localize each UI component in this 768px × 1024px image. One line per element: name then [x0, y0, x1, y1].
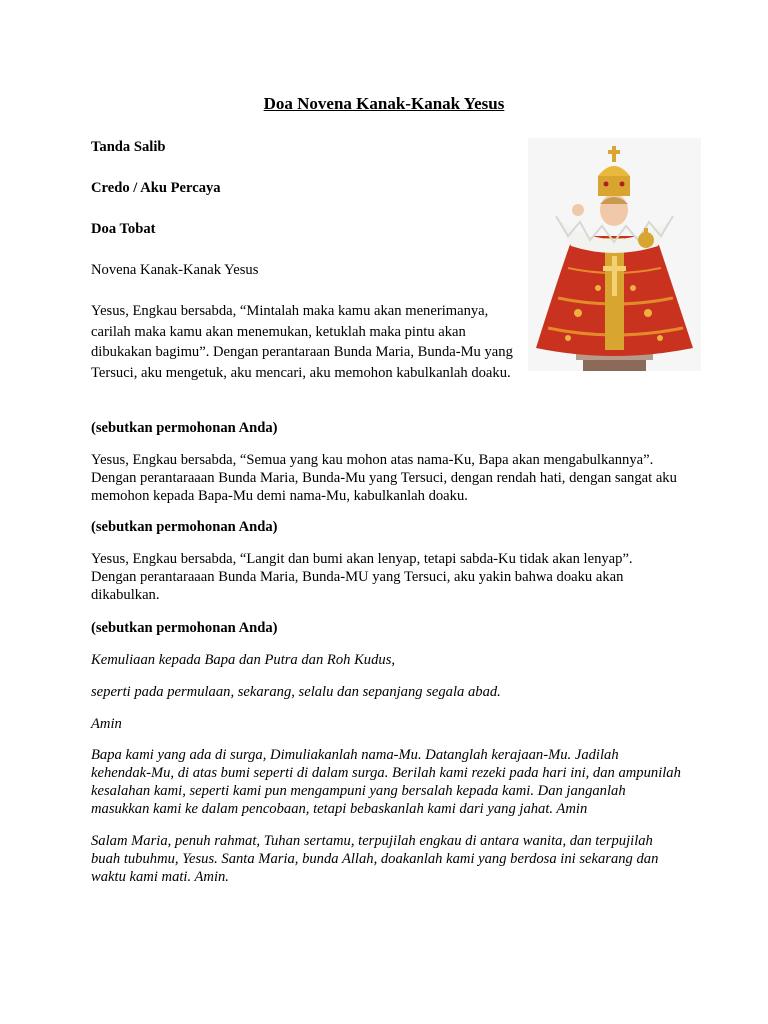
- document-title: Doa Novena Kanak-Kanak Yesus: [263, 94, 505, 113]
- infant-jesus-statue-icon: [528, 138, 701, 371]
- heading-sign-of-cross: Tanda Salib: [91, 139, 166, 155]
- glory-be-line-1: Kemuliaan kepada Bapa dan Putra dan Roh Kudus,: [91, 652, 396, 668]
- amen-line: Amin: [91, 716, 122, 732]
- prayer-paragraph-2: Yesus, Engkau bersabda, “Semua yang kau mohon atas nama-Ku, Bapa akan mengabulkannya”. Dengan perantaraaan Bunda Maria, Bunda-Mu yang Tersuci, dengan rendah hati, dengan sangat aku memohon kepada Bapa-Mu demi nama-Mu, kabulkanlah doaku.: [91, 452, 677, 504]
- glory-be-line-2: seperti pada permulaan, sekarang, selalu dan sepanjang segala abad.: [91, 684, 501, 700]
- heading-credo: Credo / Aku Percaya: [91, 180, 221, 196]
- prayer-paragraph-3: Yesus, Engkau bersabda, “Langit dan bumi akan lenyap, tetapi sabda-Ku tidak akan lenyap”. Dengan perantaraaan Bunda Maria, Bunda-MU yang Tersuci, aku yakin bahwa doaku akan dikabulkan.: [91, 551, 633, 603]
- heading-contrition: Doa Tobat: [91, 221, 156, 237]
- hail-mary-prayer: Salam Maria, penuh rahmat, Tuhan sertamu, terpujilah engkau di antara wanita, dan terpujilah buah tubuhmu, Yesus. Santa Maria, bunda Allah, doakanlah kami yang berdosa ini sekarang dan waktu kami mati. Amin.: [91, 833, 659, 885]
- petition-note-2: (sebutkan permohonan Anda): [91, 519, 278, 535]
- our-father-prayer: Bapa kami yang ada di surga, Dimuliakanlah nama-Mu. Datanglah kerajaan-Mu. Jadilah kehendak-Mu, di atas bumi seperti di dalam surga. Berilah kami rezeki pada hari ini, dan ampunilah kesalahan kami, seperti kami pun mengampuni yang bersalah kepada kami. Dan janganlah masukkan kami ke dalam pencobaan, tetapi bebaskanlah kami dari yang jahat. Amin: [91, 747, 681, 817]
- infant-jesus-image: [528, 138, 701, 371]
- petition-note-1: (sebutkan permohonan Anda): [91, 420, 278, 436]
- petition-note-3: (sebutkan permohonan Anda): [91, 620, 278, 636]
- novena-title: Novena Kanak-Kanak Yesus: [91, 262, 259, 278]
- prayer-paragraph-1: Yesus, Engkau bersabda, “Mintalah maka kamu akan menerimanya, carilah maka kamu akan menemukan, ketuklah maka pintu akan dibukakan bagimu”. Dengan perantaraan Bunda Maria, Bunda-Mu yang Tersuci, aku mengetuk, aku mencari, aku memohon kabulkanlah doaku.: [91, 303, 513, 381]
